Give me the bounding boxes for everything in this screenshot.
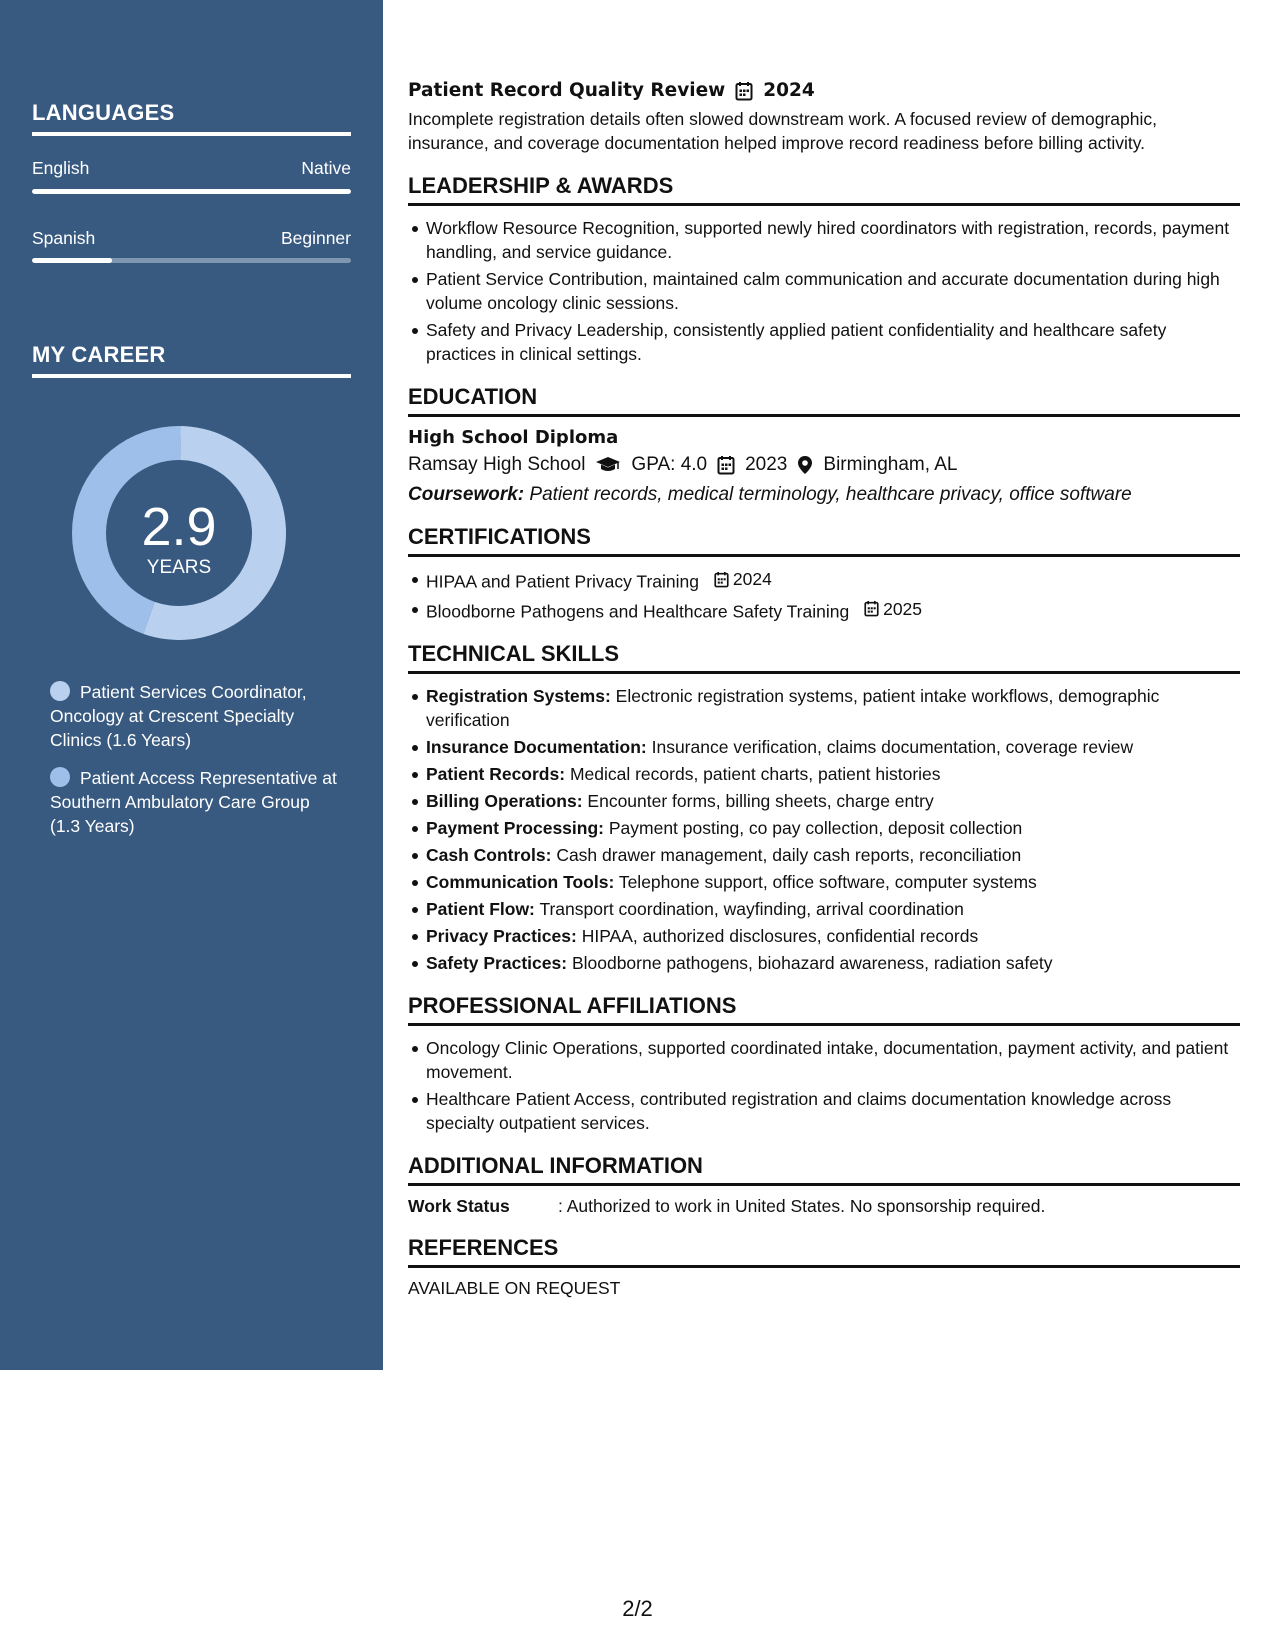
list-item: Oncology Clinic Operations, supported coordinated intake, documentation, payment activity, and patient movement. [426, 1036, 1240, 1084]
career-item-text: Patient Access Representative at Southern Ambulatory Care Group (1.3 Years) [50, 768, 337, 836]
certifications-list [408, 567, 1240, 623]
work-status-row [408, 1196, 1240, 1217]
project-year: 2024 [763, 80, 815, 101]
language-level: Native [301, 158, 351, 178]
cert-name: HIPAA and Patient Privacy Training [426, 571, 700, 592]
language-bar-fill [32, 258, 112, 263]
skill-label: Billing Operations: [426, 791, 583, 811]
list-item [426, 567, 1240, 594]
skill-label: Cash Controls: [426, 845, 552, 865]
skill-item [426, 816, 1240, 840]
career-donut-chart [66, 420, 292, 646]
career-total-value: 2.9 [141, 497, 217, 557]
skill-text: Insurance verification, claims documentation, coverage review [651, 737, 1134, 757]
main-content [408, 80, 1240, 1299]
list-item: Healthcare Patient Access, contributed registration and claims documentation knowledge across specialty outpatient services. [426, 1087, 1240, 1135]
list-item: Workflow Resource Recognition, supported newly hired coordinators with registration, records, payment handling, and service guidance. [426, 216, 1240, 264]
certifications-heading: CERTIFICATIONS [408, 524, 1240, 557]
skill-text: HIPAA, authorized disclosures, confidential records [581, 926, 979, 946]
skill-label: Patient Flow: [426, 899, 535, 919]
languages-heading: LANGUAGES [32, 100, 351, 136]
career-item [50, 680, 340, 752]
language-row-english [32, 158, 351, 179]
work-status-value: : Authorized to work in United States. No sponsorship required. [558, 1196, 1046, 1216]
calendar-icon [714, 571, 729, 588]
skills-list [408, 684, 1240, 975]
coursework-text: Patient records, medical terminology, healthcare privacy, office software [529, 484, 1132, 505]
language-bar-spanish [32, 258, 351, 263]
skill-item [426, 924, 1240, 948]
project-description: Incomplete registration details often slowed downstream work. A focused review of demographic, insurance, and coverage documentation helped improve record readiness before billing activity. [408, 109, 1157, 153]
skill-text: Cash drawer management, daily cash reports, reconciliation [556, 845, 1022, 865]
coursework-label: Coursework: [408, 484, 525, 505]
calendar-icon [735, 81, 753, 101]
skill-item [426, 951, 1240, 975]
school-name: Ramsay High School [408, 454, 586, 475]
career-item-text: Patient Services Coordinator, Oncology at Crescent Specialty Clinics (1.6 Years) [50, 682, 307, 750]
skill-label: Patient Records: [426, 764, 566, 784]
leadership-list [408, 216, 1240, 366]
skill-item [426, 735, 1240, 759]
language-name: Spanish [32, 228, 96, 248]
graduation-cap-icon [595, 456, 621, 474]
page-number: 2/2 [622, 1596, 653, 1621]
gpa: GPA: 4.0 [631, 454, 708, 475]
leadership-heading: LEADERSHIP & AWARDS [408, 173, 1240, 206]
graduation-year: 2023 [745, 454, 788, 475]
career-item [50, 766, 340, 838]
project-title-row [408, 80, 1240, 101]
skill-text: Telephone support, office software, computer systems [618, 872, 1037, 892]
career-heading: MY CAREER [32, 342, 351, 378]
skill-item [426, 870, 1240, 894]
language-bar-fill [32, 189, 351, 194]
affiliations-heading: PROFESSIONAL AFFILIATIONS [408, 993, 1240, 1026]
education-meta [408, 454, 1240, 476]
skill-item [426, 789, 1240, 813]
calendar-icon [717, 455, 735, 475]
skill-text: Encounter forms, billing sheets, charge entry [587, 791, 934, 811]
calendar-icon [864, 600, 879, 617]
career-total-unit: YEARS [146, 557, 212, 578]
language-name: English [32, 158, 90, 178]
references-heading: REFERENCES [408, 1235, 1240, 1268]
cert-year: 2024 [732, 569, 772, 589]
skill-label: Privacy Practices: [426, 926, 577, 946]
work-status-label: Work Status [408, 1196, 510, 1216]
skill-label: Registration Systems: [426, 686, 611, 706]
affiliations-list [408, 1036, 1240, 1135]
language-level: Beginner [280, 228, 351, 248]
skill-label: Payment Processing: [426, 818, 604, 838]
skill-item [426, 684, 1240, 732]
list-item: Patient Service Contribution, maintained calm communication and accurate documentation during high volume oncology clinic sessions. [426, 267, 1240, 315]
career-list [50, 680, 340, 852]
coursework [408, 484, 1240, 506]
list-item: Safety and Privacy Leadership, consistently applied patient confidentiality and healthcare safety practices in clinical settings. [426, 318, 1240, 366]
language-row-spanish [32, 228, 351, 249]
sidebar [0, 0, 383, 1370]
cert-year: 2025 [883, 598, 923, 619]
list-item [426, 597, 1240, 624]
references-text: AVAILABLE ON REQUEST [408, 1278, 621, 1298]
skill-item [426, 762, 1240, 786]
skill-text: Medical records, patient charts, patient histories [569, 764, 941, 784]
career-dot [50, 767, 70, 787]
skill-item [426, 843, 1240, 867]
skill-label: Safety Practices: [426, 953, 568, 973]
skill-item [426, 897, 1240, 921]
skill-text: Bloodborne pathogens, biohazard awareness, radiation safety [571, 953, 1053, 973]
cert-date [714, 567, 772, 591]
project-title: Patient Record Quality Review [408, 80, 726, 101]
degree-title: High School Diploma [408, 427, 619, 448]
additional-info-heading: ADDITIONAL INFORMATION [408, 1153, 1240, 1186]
skill-text: Transport coordination, wayfinding, arrival coordination [539, 899, 964, 919]
skills-heading: TECHNICAL SKILLS [408, 641, 1240, 674]
skill-text: Payment posting, co pay collection, deposit collection [608, 818, 1023, 838]
school-location: Birmingham, AL [823, 454, 958, 475]
cert-name: Bloodborne Pathogens and Healthcare Safety Training [426, 601, 850, 621]
skill-text: Electronic registration systems, patient intake workflows, demographic verification [426, 686, 1160, 730]
skill-label: Insurance Documentation: [426, 737, 647, 757]
skill-label: Communication Tools: [426, 872, 615, 892]
language-bar-english [32, 189, 351, 194]
education-heading: EDUCATION [408, 384, 1240, 417]
career-dot [50, 681, 70, 701]
location-pin-icon [797, 455, 813, 475]
cert-date [864, 597, 922, 621]
